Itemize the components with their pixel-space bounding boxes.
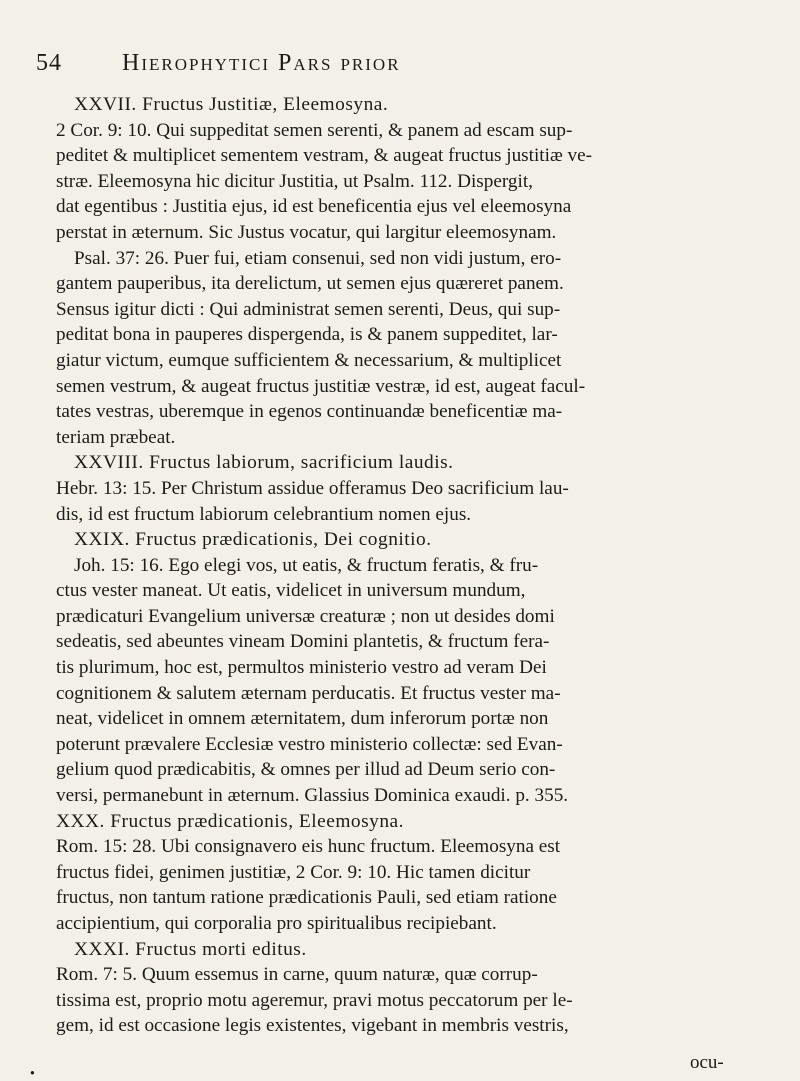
text-line: Joh. 15: 16. Ego elegi vos, ut eatis, & fructum feratis, & fru- — [74, 554, 539, 576]
text-line: dis, id est fructum labiorum celebrantium nomen ejus. — [56, 503, 472, 525]
text-line: cognitionem & salutem æternam perducatis. Et fructus vester ma- — [56, 682, 561, 704]
text-body — [56, 92, 742, 1039]
page-number: 54 — [36, 50, 62, 76]
running-head: Hierophytici Pars prior — [122, 50, 401, 76]
text-line: Psal. 37: 26. Puer fui, etiam consenui, sed non vidi justum, ero- — [74, 247, 562, 269]
text-line: gem, id est occasione legis existentes, vigebant in membris vestris, — [56, 1015, 569, 1037]
text-line: poterunt prævalere Ecclesiæ vestro ministerio collectæ: sed Evan- — [56, 733, 563, 755]
text-line: dat egentibus : Justitia ejus, id est beneficentia ejus vel eleemosyna — [56, 196, 572, 218]
text-line: neat, videlicet in omnem æternitatem, dum inferorum portæ non — [56, 708, 549, 730]
text-line: ctus vester maneat. Ut eatis, videlicet in universum mundum, — [56, 580, 526, 602]
text-line: Rom. 7: 5. Quum essemus in carne, quum naturæ, quæ corrup- — [56, 964, 538, 986]
text-line: prædicaturi Evangelium universæ creaturæ ; non ut desides domi — [56, 605, 555, 627]
section-heading: XXIX. Fructus prædicationis, Dei cognitio. — [74, 529, 432, 551]
text-line: 2 Cor. 9: 10. Qui suppeditat semen serenti, & panem ad escam sup- — [56, 119, 573, 141]
text-line: teriam præbeat. — [56, 426, 176, 448]
section-heading: XXVIII. Fructus labiorum, sacrificium laudis. — [74, 452, 454, 474]
text-line: accipientium, qui corporalia pro spiritualibus recipiebant. — [56, 913, 497, 934]
page-header — [36, 50, 736, 80]
text-line: gelium quod prædicabitis, & omnes per illud ad Deum serio con- — [56, 759, 556, 781]
text-line: fructus, non tantum ratione prædicationis Pauli, sed etiam ratione — [56, 887, 557, 909]
text-line: tates vestras, uberemque in egenos continuandæ beneficentiæ ma- — [56, 401, 563, 423]
text-line: Hebr. 13: 15. Per Christum assidue offeramus Deo sacrificium lau- — [56, 477, 569, 499]
text-line: giatur victum, eumque sufficientem & necessarium, & multiplicet — [56, 349, 562, 371]
text-line: Rom. 15: 28. Ubi consignavero eis hunc fructum. Eleemosyna est — [56, 836, 561, 858]
text-line: stræ. Eleemosyna hic dicitur Justitia, ut Psalm. 112. Dispergit, — [56, 170, 533, 192]
section-heading: XXXI. Fructus morti editus. — [74, 938, 307, 960]
text-line: tis plurimum, hoc est, permultos ministerio vestro ad veram Dei — [56, 657, 547, 679]
text-line: semen vestrum, & augeat fructus justitiæ vestræ, id est, augeat facul- — [56, 375, 586, 397]
text-line: versi, permanebunt in æternum. Glassius Dominica exaudi. p. 355. — [56, 785, 569, 807]
text-line: fructus fidei, genimen justitiæ, 2 Cor. 9: 10. Hic tamen dicitur — [56, 861, 531, 883]
print-mark: ● — [30, 1068, 35, 1077]
catchword: ocu- — [690, 1052, 724, 1073]
text-line: Sensus igitur dicti : Qui administrat semen serenti, Deus, qui sup- — [56, 298, 561, 320]
section-heading: XXX. Fructus prædicationis, Eleemosyna. — [56, 810, 405, 832]
section-heading: XXVII. Fructus Justitiæ, Eleemosyna. — [74, 94, 389, 115]
text-line: tissima est, proprio motu ageremur, pravi motus peccatorum per le- — [56, 989, 573, 1011]
text-line: peditat bona in pauperes dispergenda, is & panem suppeditet, lar- — [56, 324, 558, 346]
text-line: peditet & multiplicet sementem vestram, & augeat fructus justitiæ ve- — [56, 145, 593, 167]
text-line: gantem pauperibus, ita derelictum, ut semen ejus quæreret panem. — [56, 273, 564, 295]
text-line: perstat in æternum. Sic Justus vocatur, qui largitur eleemosynam. — [56, 221, 557, 243]
text-line: sedeatis, sed abeuntes vineam Domini plantetis, & fructum fera- — [56, 631, 550, 653]
